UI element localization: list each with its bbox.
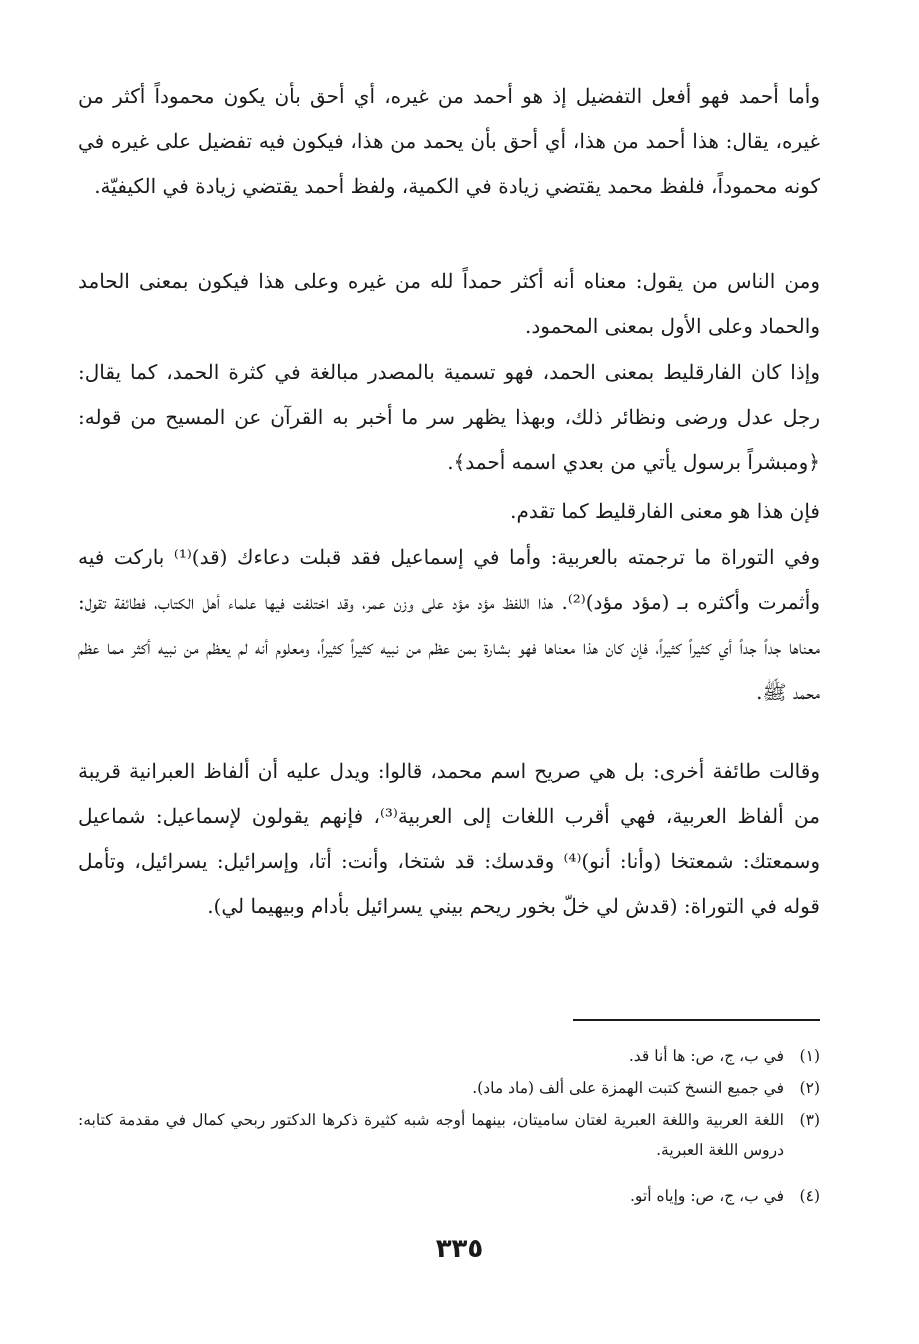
paragraph-ahmad-meaning: وأما أحمد فهو أفعل التفضيل إذ هو أحمد من غيره، أي أحق بأن يكون محموداً أكثر من غيره، يقال: هذا أحمد من هذا، أي أحق بأن يحمد من هذا، فيكون فيه تفضيل على غيره في كونه محموداً، فلفظ محمد يقتضي زيادة في الكمية، ولفظ أحمد يقتضي زيادة في الكيفيّة. xyxy=(78,84,820,198)
footnote-number: (١) xyxy=(799,1047,820,1065)
paragraph-faraqlit-meaning: فإن هذا هو معنى الفارقليط كما تقدم. xyxy=(510,499,820,523)
footnote-text: اللغة العربية واللغة العبرية لغتان ساميتان، بينهما أوجه شبه كثيرة ذكرها الدكتور ربحي كمال في مقدمة كتابه: دروس اللغة العبرية. xyxy=(78,1111,784,1159)
footnote-text: في ب، ج، ص: ها أنا قد. xyxy=(628,1047,784,1065)
page-number: ٣٣٥ xyxy=(435,1234,484,1264)
footnote-number: (٢) xyxy=(799,1079,820,1097)
footnote-1 xyxy=(78,1041,820,1071)
footnote-text: في ب، ج، ص: وإياه أتو. xyxy=(629,1187,784,1205)
paragraph-another-group: وقالت طائفة أخرى: بل هي صريح اسم محمد، قالوا: ويدل عليه أن ألفاظ العبرانية قريبة من ألفاظ العربية، فهي أقرب اللغات إلى العربية⁽³⁾، فإنهم يقولون لإسماعيل: شماعيل وسمعتك: شمعتخا (وأنا: أنو)⁽⁴⁾ وقدسك: قد شتخا، وأنت: أتا، وإسرائيل: يسرائيل، وتأمل قوله في التوراة: (قدش لي خلّ بخور ريحم بيني يسرائيل بأدام وبيهيما لي). xyxy=(78,759,820,918)
paragraph-people-say: ومن الناس من يقول: معناه أنه أكثر حمداً لله من غيره وعلى هذا فيكون بمعنى الحامد والحماد وعلى الأول بمعنى المحمود. xyxy=(78,269,820,338)
footnote-separator xyxy=(573,1019,820,1021)
footnote-3 xyxy=(78,1105,820,1165)
footnote-2 xyxy=(78,1073,820,1103)
footnote-4 xyxy=(78,1181,820,1211)
paragraph-faraqlit: وإذا كان الفارقليط بمعنى الحمد، فهو تسمية بالمصدر مبالغة في كثرة الحمد، كما يقال: رجل عدل ورضى ونظائر ذلك، وبهذا يظهر سر ما أخبر به القرآن عن المسيح من قوله: ﴿ومبشراً برسول يأتي من بعدي اسمه أحمد﴾. xyxy=(78,360,820,474)
footnote-number: (٤) xyxy=(799,1187,820,1205)
footnote-number: (٣) xyxy=(799,1111,820,1129)
paragraph-torah-ismail: وفي التوراة ما ترجمته بالعربية: وأما في إسماعيل فقد قبلت دعاءك (قد)⁽¹⁾ باركت فيه وأثمرت وأكثره بـ (مؤد مؤد)⁽²⁾. هذا اللفظ مؤد مؤد على وزن عمر، وقد اختلفت فيها علماء أهل الكتاب، فطائفة تقول: معناها جداً جداً أي كثيراً كثيراً، فإن كان هذا معناها فهو بشارة بمن عظم من نبيه كثيراً كثيراً، ومعلوم أنه لم يعظم من نبيه أكثر مما عظم محمد ﷺ. xyxy=(78,545,820,704)
footnote-text: في جميع النسخ كتبت الهمزة على ألف (ماد ماد). xyxy=(472,1079,784,1097)
